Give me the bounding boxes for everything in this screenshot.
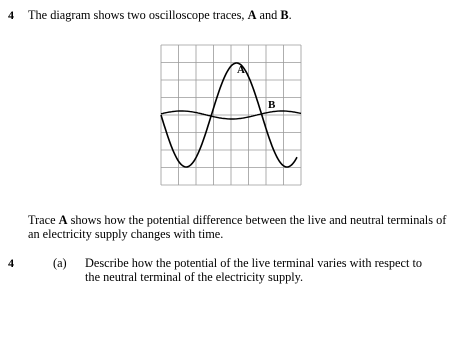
trace-text-start: Trace bbox=[28, 213, 59, 227]
question-intro bbox=[28, 8, 292, 22]
intro-end: . bbox=[288, 8, 292, 22]
trace-b-label: B bbox=[268, 99, 276, 111]
trace-text-label: A bbox=[58, 213, 68, 227]
intro-and: and bbox=[256, 8, 281, 22]
part-question-number: 4 bbox=[8, 256, 14, 270]
intro-text: The diagram shows two oscilloscope traces, bbox=[28, 8, 248, 22]
trace-text-rest: shows how the potential difference between the live and neutral terminals of an electricity supply changes with time. bbox=[28, 213, 447, 241]
question-number: 4 bbox=[8, 8, 14, 22]
trace-b-ref: B bbox=[280, 8, 289, 22]
trace-a-label: A bbox=[237, 64, 245, 76]
trace-a-ref: A bbox=[247, 8, 257, 22]
trace-description bbox=[28, 213, 448, 241]
oscilloscope-diagram bbox=[160, 44, 302, 186]
part-label: (a) bbox=[53, 256, 67, 270]
part-question-text: Describe how the potential of the live terminal varies with respect to the neutral terminal of the electricity supply. bbox=[85, 256, 423, 284]
